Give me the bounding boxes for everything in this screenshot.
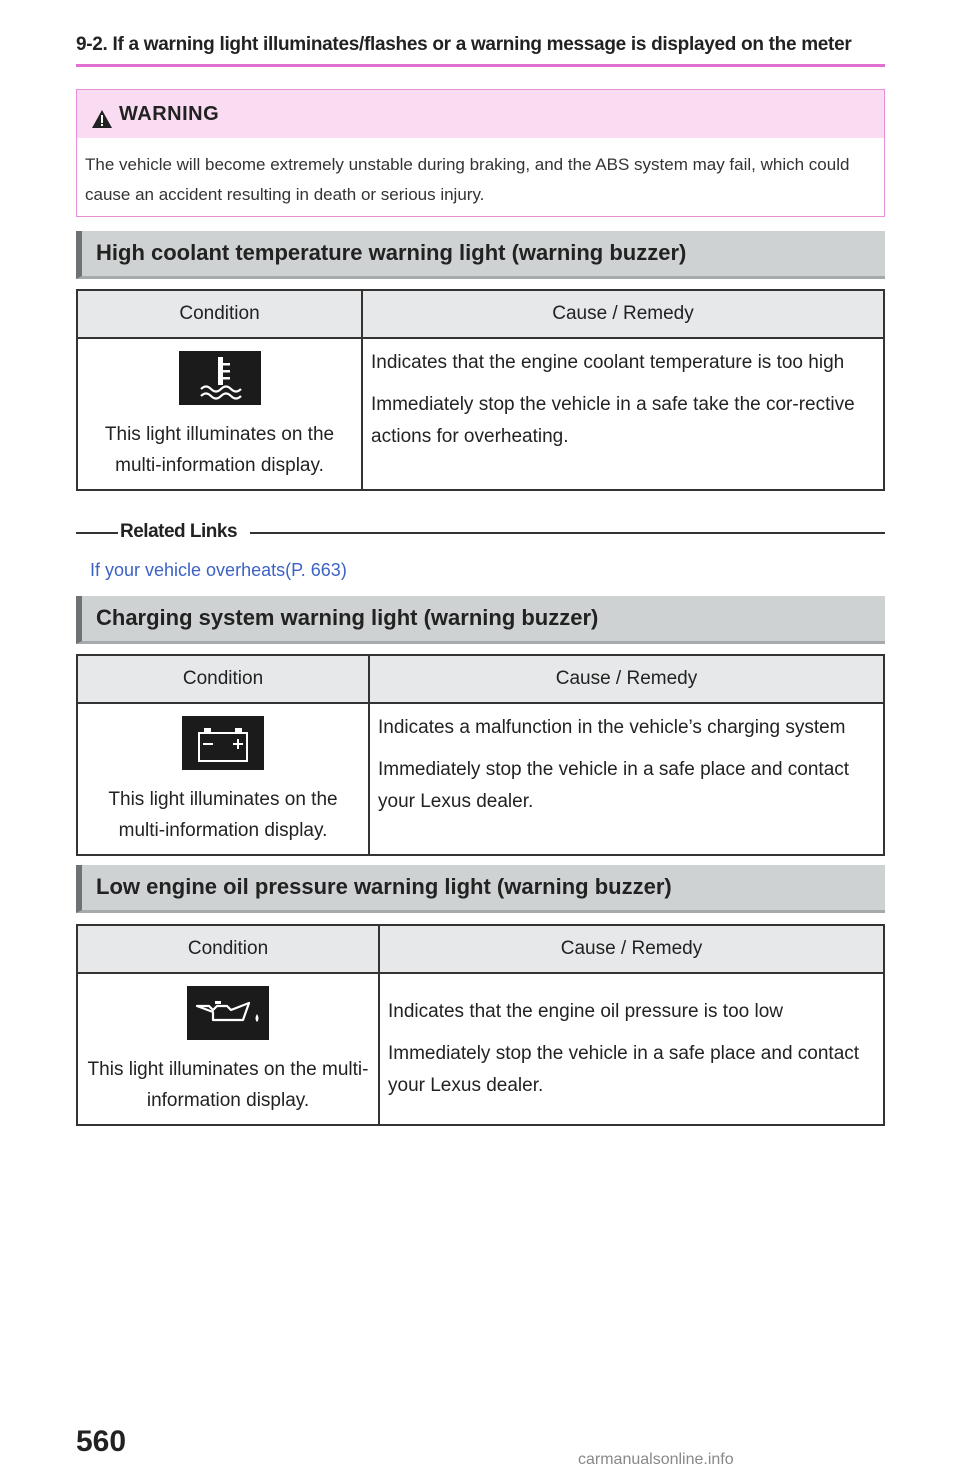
section-title: High coolant temperature warning light (warning buzzer) [96, 240, 687, 265]
coolant-table [76, 289, 885, 491]
remedy-action: Immediately stop the vehicle in a safe place and contact your Lexus dealer. [388, 1043, 860, 1096]
remedy-cell [362, 338, 884, 490]
condition-cell [77, 703, 369, 855]
table-header-row [77, 925, 884, 973]
column-header-condition: Condition [77, 290, 362, 338]
condition-cell [77, 338, 362, 490]
page-number: 560 [76, 1425, 127, 1458]
warning-title: WARNING [119, 103, 220, 125]
section-heading-oil [76, 865, 885, 913]
battery-icon [182, 716, 264, 770]
table-row [77, 703, 884, 855]
divider [76, 532, 118, 534]
page-header-title: 9-2. If a warning light illuminates/flashes or a warning message is displayed on the meter [76, 34, 852, 55]
remedy-action: Immediately stop the vehicle in a safe take the cor-rective actions for overheating. [371, 394, 855, 447]
column-header-remedy: Cause / Remedy [379, 925, 884, 973]
coolant-temperature-icon [179, 351, 261, 405]
table-row [77, 973, 884, 1125]
remedy-action: Immediately stop the vehicle in a safe place and contact your Lexus dealer. [378, 759, 850, 812]
remedy-cell [379, 973, 884, 1125]
warning-box [76, 89, 885, 217]
condition-text: This light illuminates on the multi-information display. [108, 789, 338, 841]
column-header-condition: Condition [77, 655, 369, 703]
remedy-cause: Indicates that the engine oil pressure is too low [388, 1001, 784, 1022]
related-links-heading [76, 519, 885, 547]
section-title: Low engine oil pressure warning light (warning buzzer) [96, 874, 672, 899]
oil-pressure-table [76, 924, 885, 1126]
section-heading-coolant [76, 231, 885, 279]
condition-text: This light illuminates on the multi-information display. [87, 1059, 369, 1111]
table-header-row [77, 655, 884, 703]
header-divider [76, 64, 885, 67]
divider [250, 532, 885, 534]
warning-text: The vehicle will become extremely unstable during braking, and the ABS system may fail, which could cause an accident resulting in death or serious injury. [85, 155, 850, 204]
section-heading-charging [76, 596, 885, 644]
column-header-remedy: Cause / Remedy [369, 655, 884, 703]
watermark: carmanualsonline.info [578, 1451, 734, 1468]
remedy-cell [369, 703, 884, 855]
column-header-remedy: Cause / Remedy [362, 290, 884, 338]
table-header-row [77, 290, 884, 338]
warning-header [77, 90, 884, 138]
oil-can-icon [187, 986, 269, 1040]
condition-cell [77, 973, 379, 1125]
charging-table [76, 654, 885, 856]
table-row [77, 338, 884, 490]
remedy-cause: Indicates a malfunction in the vehicle’s charging system [378, 717, 846, 738]
condition-text: This light illuminates on the multi-information display. [104, 424, 335, 476]
section-title: Charging system warning light (warning buzzer) [96, 605, 599, 630]
remedy-cause: Indicates that the engine coolant temperature is too high [371, 352, 845, 373]
column-header-condition: Condition [77, 925, 379, 973]
related-links-label: Related Links [120, 521, 238, 542]
overheat-link[interactable]: If your vehicle overheats(P. 663) [90, 560, 347, 580]
warning-triangle-icon [91, 109, 113, 129]
